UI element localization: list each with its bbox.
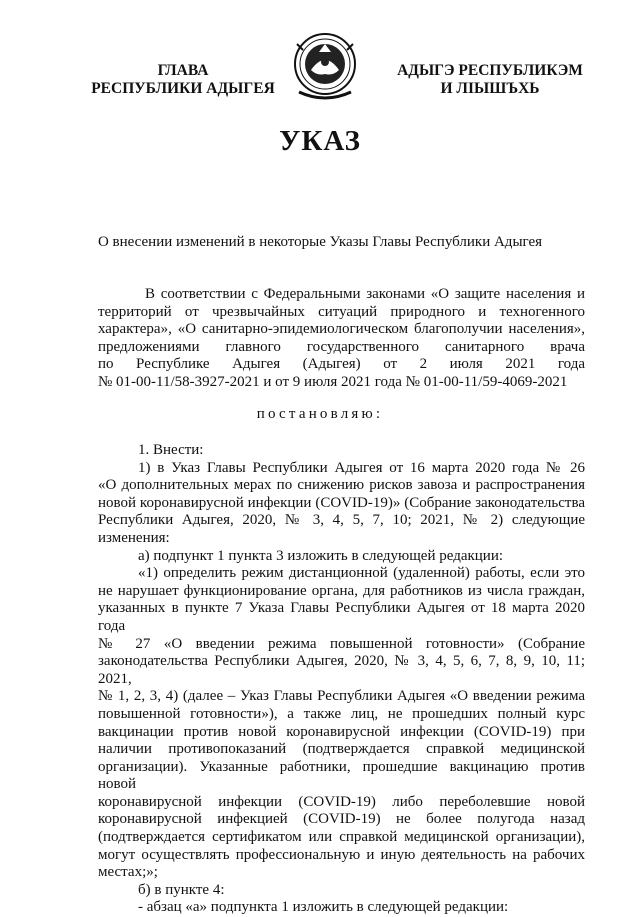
preamble-line: характера», «О санитарно-эпидемиологическом благополучии населения»,: [98, 321, 585, 338]
body-line: а) подпункт 1 пункта 3 изложить в следующей редакции:: [138, 547, 504, 564]
preamble-line: территорий от чрезвычайных ситуаций природного и техногенного: [98, 303, 585, 320]
body-line: б) в пункте 4:: [138, 881, 225, 898]
body-line: № 1, 2, 3, 4) (далее – Указ Главы Республики Адыгея «О введении режима: [98, 688, 585, 705]
header-right-line1: АДЫГЭ РЕСПУБЛИКЭМ: [397, 62, 583, 79]
document-title: УКАЗ: [279, 125, 361, 157]
preamble-line: по Республике Адыгея (Адыгея) от 2 июля 2021 года: [98, 356, 585, 373]
body-line: не нарушает функционирование органа, для работников из числа граждан,: [98, 582, 585, 599]
header-left: [88, 62, 278, 98]
header-right: [390, 62, 590, 98]
body-line: наличии противопоказаний (подтверждается справкой медицинской: [98, 741, 585, 758]
body-line: могут осуществлять профессиональную и иную деятельность на рабочих: [98, 846, 585, 863]
body-line: (подтверждается сертификатом или справкой медицинской организации),: [98, 829, 585, 846]
body-line: указанных в пункте 7 Указа Главы Республики Адыгея от 18 марта 2020 года: [98, 600, 585, 634]
decree-word: постановляю:: [256, 406, 384, 422]
body-line: организации). Указанные работники, прошедшие вакцинацию против новой: [98, 758, 585, 793]
coat-of-arms-emblem: [289, 30, 361, 106]
body-line: Республики Адыгея, 2020, № 3, 4, 5, 7, 10; 2021, № 2) следующие изменения:: [98, 512, 585, 546]
body-line: вакцинации против новой коронавирусной инфекции (COVID-19) при: [98, 723, 585, 740]
preamble: [98, 286, 585, 392]
body-line: повышенной готовности»), а также лиц, не прошедших полный курс: [98, 705, 585, 722]
body-line: коронавирусной инфекцией (COVID-19) не более полугода назад: [98, 811, 585, 828]
decree-body: [98, 442, 585, 917]
body-line: - абзац «а» подпункта 1 изложить в следующей редакции:: [138, 899, 509, 916]
body-line: «1) определить режим дистанционной (удаленной) работы, если это: [138, 565, 585, 582]
body-line: 1. Внести:: [138, 442, 204, 458]
preamble-line: предложениями главного государственного санитарного врача: [98, 338, 585, 355]
body-line: 1) в Указ Главы Республики Адыгея от 16 марта 2020 года № 26: [138, 459, 585, 476]
header-right-line2: И ЛІЫШЪХЬ: [440, 80, 540, 97]
body-line: законодательства Республики Адыгея, 2020, № 3, 4, 5, 6, 7, 8, 9, 10, 11; 2021,: [98, 653, 585, 687]
body-line: коронавирусной инфекции (COVID-19) либо переболевшие новой: [98, 793, 585, 810]
header-left-line1: ГЛАВА: [157, 62, 209, 79]
body-line: № 27 «О введении режима повышенной готовности» (Собрание: [98, 635, 585, 652]
body-line: местах;»;: [98, 864, 158, 881]
preamble-line: В соответствии с Федеральными законами «О защите населения и: [145, 286, 585, 302]
body-line: «О дополнительных мерах по снижению рисков завоза и распространения: [98, 477, 585, 494]
header-left-line2: РЕСПУБЛИКИ АДЫГЕЯ: [91, 80, 275, 97]
body-line: новой коронавирусной инфекции (COVID-19)» (Собрание законодательства: [98, 494, 585, 511]
preamble-line: № 01-00-11/58-3927-2021 и от 9 июля 2021 года № 01-00-11/59-4069-2021: [98, 373, 568, 390]
document-subject: О внесении изменений в некоторые Указы Главы Республики Адыгея: [97, 234, 543, 250]
